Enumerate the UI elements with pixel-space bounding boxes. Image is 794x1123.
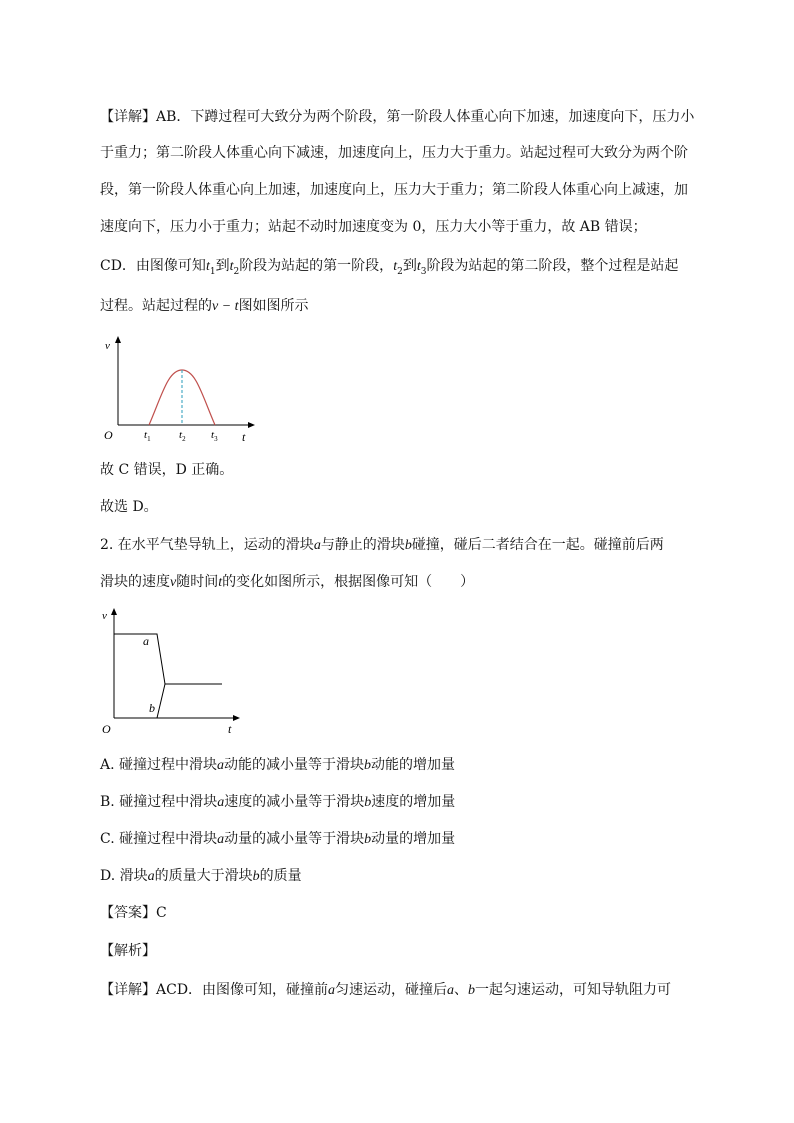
text: 与静止的滑块	[320, 537, 405, 553]
paragraph-line: 故 C 错误，D 正确。	[100, 462, 234, 478]
variable-a: a	[447, 983, 455, 998]
text: 速度的减小量等于滑块	[224, 794, 365, 810]
variable-a: a	[147, 869, 155, 884]
variable-a: a	[313, 538, 321, 553]
option-c	[100, 829, 455, 850]
variable-b: b	[364, 758, 372, 773]
text: D. 滑块	[100, 868, 148, 884]
text: A. 碰撞过程中滑块	[100, 757, 218, 773]
text: 、	[454, 982, 469, 998]
detail-line	[100, 980, 671, 1001]
variable-b: b	[468, 983, 476, 998]
b-label: b	[149, 701, 155, 715]
variable-a: a	[217, 758, 225, 773]
option-d	[100, 866, 302, 887]
t-axis-label: t	[242, 430, 246, 444]
v-axis-arrow	[115, 336, 121, 343]
text: 2. 在水平气垫导轨上，运动的滑块	[100, 537, 314, 553]
t1-label: $t_1$	[144, 429, 151, 443]
option-a	[100, 755, 455, 776]
t-axis-arrow	[248, 422, 255, 428]
text: 的质量	[259, 868, 302, 884]
text: CD．由图像可知	[100, 258, 206, 274]
subscript: 1	[209, 266, 216, 277]
line-a	[114, 634, 222, 684]
variable-a: a	[217, 832, 225, 847]
variable-t3: t	[416, 259, 421, 274]
text: 的质量大于滑块	[154, 868, 253, 884]
text: C. 碰撞过程中滑块	[100, 831, 218, 847]
text: B. 碰撞过程中滑块	[100, 794, 218, 810]
subscript: 2	[397, 266, 403, 277]
variable-t: t	[218, 575, 223, 590]
answer-line: 【答案】C	[100, 905, 167, 921]
variable-a: a	[217, 795, 225, 810]
text: 速度的增加量	[371, 794, 456, 810]
text: 滑块的速度	[100, 574, 170, 590]
question-stem-line	[100, 535, 664, 556]
origin-label: O	[104, 428, 113, 442]
variable-v: v	[170, 575, 177, 590]
text: 的变化如图所示，根据图像可知（ ）	[222, 574, 475, 590]
a-label: a	[143, 634, 149, 648]
paragraph-line: 速度向下，压力小于重力；站起不动时加速度变为 0，压力大小等于重力，故 AB 错误；	[100, 219, 647, 235]
text: 阶段为站起的第二阶段，整个过程是站起	[426, 258, 679, 274]
variable-t2: t	[393, 259, 398, 274]
option-b	[100, 792, 455, 813]
text: 随时间	[176, 574, 219, 590]
paragraph-line: 段，第一阶段人体重心向上加速，加速度向上，压力大于重力；第二阶段人体重心向上减速，加	[100, 182, 688, 198]
variable-t2: t	[229, 259, 234, 274]
text: 过程。站起过程的	[100, 298, 212, 314]
question-stem-line	[100, 572, 474, 593]
text: 【详解】ACD．由图像可知，碰撞前	[100, 982, 329, 998]
text: 到	[215, 258, 230, 274]
variable-b: b	[364, 832, 372, 847]
paragraph-line: 【详解】AB．下蹲过程可大致分为两个阶段，第一阶段人体重心向下加速，加速度向下，压力小	[100, 109, 695, 125]
variable-b: b	[404, 538, 412, 553]
text: 阶段为站起的第一阶段，	[239, 258, 394, 274]
t-axis-label: t	[228, 722, 232, 735]
t-axis-arrow	[233, 715, 240, 721]
variable-t1: t	[205, 259, 210, 274]
variable-b: b	[364, 795, 372, 810]
vt-graph-standing	[100, 335, 260, 445]
t3-label: $t_3$	[211, 429, 218, 443]
paragraph-line: 于重力；第二阶段人体重心向下减速，加速度向上，压力大于重力。站起过程可大致分为两个阶	[100, 145, 688, 161]
subscript: 2	[233, 266, 240, 277]
text: 动量的增加量	[371, 831, 456, 847]
v-t-expression: v − t	[212, 299, 239, 314]
v-axis-label: v	[102, 610, 107, 622]
subscript: 3	[420, 266, 427, 277]
paragraph-line	[100, 256, 678, 282]
text: 匀速运动，碰撞后	[335, 982, 448, 998]
variable-b: b	[252, 869, 260, 884]
line-b	[114, 684, 165, 718]
v-axis-label: v	[105, 340, 110, 352]
analysis-heading: 【解析】	[100, 943, 156, 959]
text: 图如图所示	[238, 298, 309, 314]
text: 碰撞，碰后二者结合在一起。碰撞前后两	[411, 537, 664, 553]
t2-label: $t_2$	[179, 429, 186, 443]
paragraph-line: 故选 D。	[100, 499, 158, 515]
text: 动能的减小量等于滑块	[224, 757, 365, 773]
variable-a: a	[328, 983, 336, 998]
v-axis-arrow	[111, 608, 117, 615]
text: 动量的减小量等于滑块	[224, 831, 365, 847]
paragraph-line	[100, 296, 309, 317]
text: 一起匀速运动，可知导轨阻力可	[475, 982, 672, 998]
vt-graph-collision	[100, 605, 250, 735]
text: 到	[402, 258, 417, 274]
origin-label: O	[102, 722, 111, 735]
text: 动能的增加量	[371, 757, 456, 773]
